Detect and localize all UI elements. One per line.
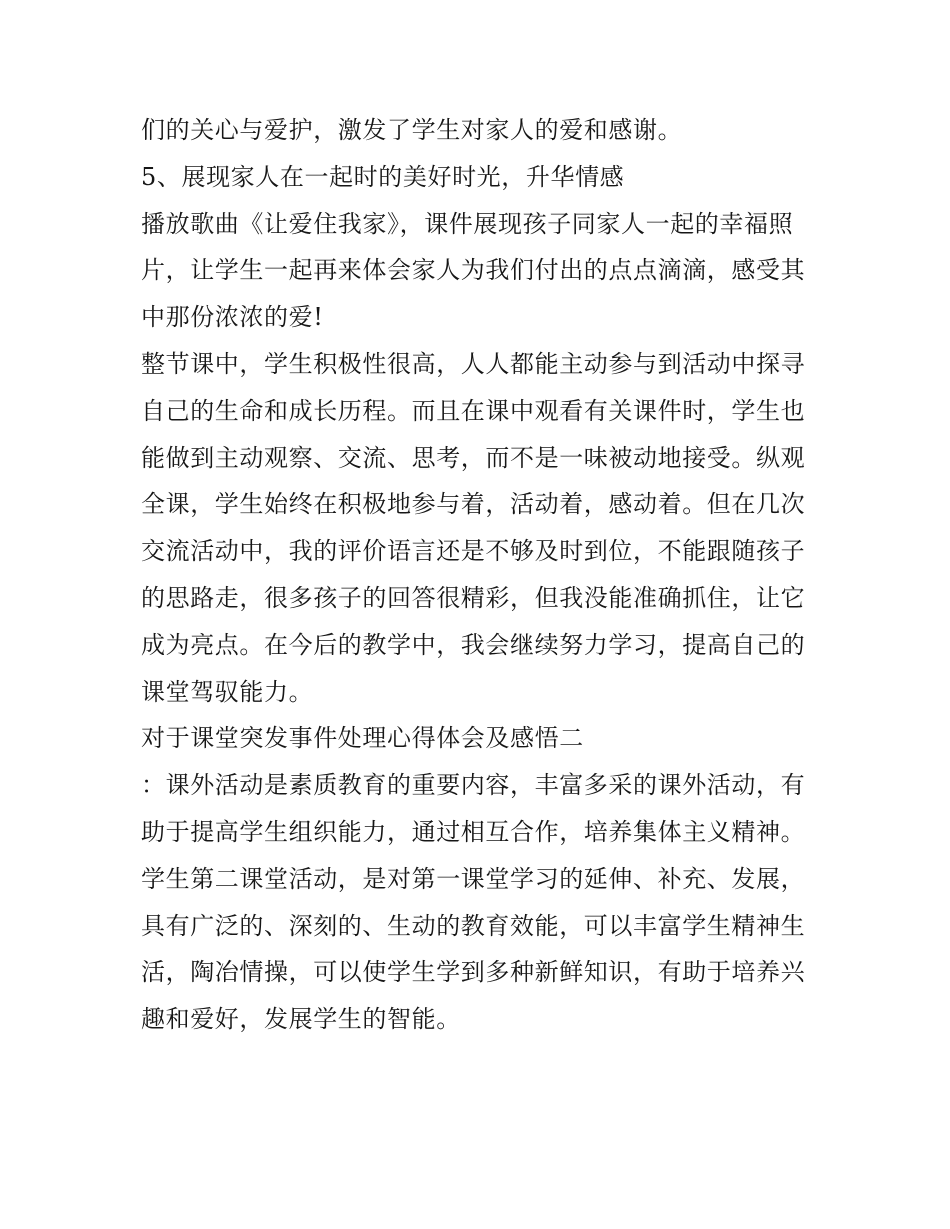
- text-line: 们的关心与爱护，激发了学生对家人的爱和感谢。: [141, 116, 683, 144]
- text-line: 播放歌曲《让爱住我家》，课件展现孩子同家人一起的幸福照: [141, 209, 794, 238]
- text-line: 自己的生命和成长历程。而且在课中观看有关课件时，学生也: [141, 396, 806, 425]
- text-line: 中那份浓浓的爱!: [141, 303, 324, 332]
- text-line: 全课，学生始终在积极地参与着，活动着，感动着。但在几次: [141, 490, 806, 519]
- text-line: 活，陶冶情操，可以使学生学到多种新鲜知识，有助于培养兴: [141, 958, 806, 987]
- section-title: 对于课堂突发事件处理心得体会及感悟二: [141, 724, 584, 753]
- text-line: 的思路走，很多孩子的回答很精彩，但我没能准确抓住，让它: [141, 583, 806, 612]
- text-line: 能做到主动观察、交流、思考，而不是一味被动地接受。纵观: [141, 443, 806, 472]
- text-line: ：课外活动是素质教育的重要内容，丰富多采的课外活动，有: [141, 771, 806, 800]
- text-line: 交流活动中，我的评价语言还是不够及时到位，不能跟随孩子: [141, 537, 806, 566]
- text-line: 整节课中，学生积极性很高，人人都能主动参与到活动中探寻: [141, 349, 806, 378]
- text-line: 成为亮点。在今后的教学中，我会继续努力学习，提高自己的: [141, 630, 806, 659]
- text-line: 具有广泛的、深刻的、生动的教育效能，可以丰富学生精神生: [141, 911, 806, 940]
- text-line: 趣和爱好，发展学生的智能。: [141, 1005, 461, 1034]
- text-line: 助于提高学生组织能力，通过相互合作，培养集体主义精神。: [141, 817, 806, 846]
- text-line: 学生第二课堂活动，是对第一课堂学习的延伸、补充、发展，: [141, 864, 806, 893]
- text-line: 课堂驾驭能力。: [141, 677, 314, 706]
- section-heading: 5、展现家人在一起时的美好时光，升华情感: [141, 162, 625, 191]
- text-line: 片，让学生一起再来体会家人为我们付出的点点滴滴，感受其: [141, 256, 806, 285]
- document-body: [141, 107, 831, 1043]
